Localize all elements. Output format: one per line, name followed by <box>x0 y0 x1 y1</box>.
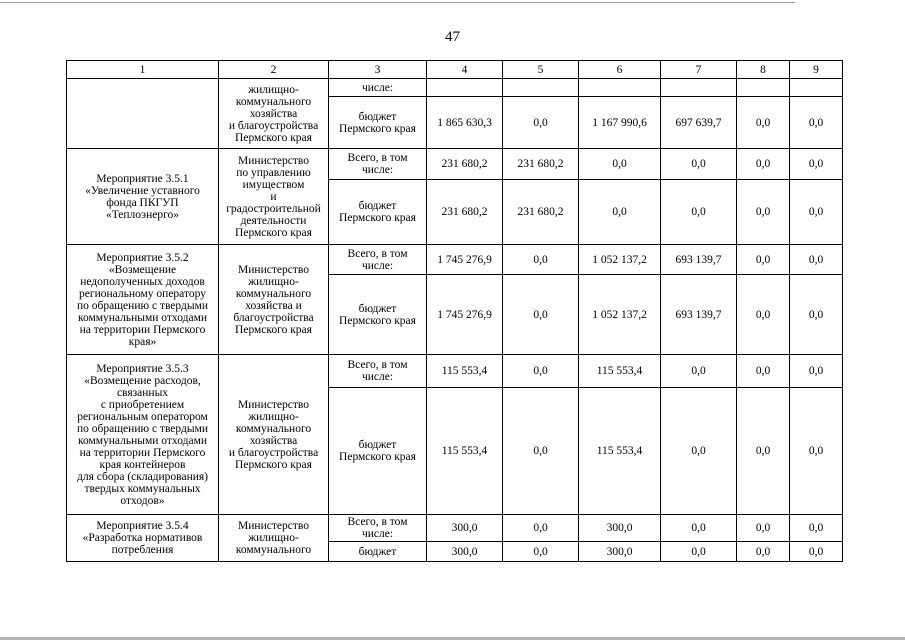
value-cell: 0,0 <box>737 515 790 542</box>
value-cell: 300,0 <box>579 515 661 542</box>
table-row <box>67 515 843 542</box>
column-header-1: 1 <box>67 61 219 79</box>
value-cell: 115 553,4 <box>427 388 503 515</box>
value-cell <box>503 79 579 97</box>
table-row <box>67 149 843 180</box>
top-border-line <box>0 2 795 3</box>
value-cell: 0,0 <box>737 275 790 355</box>
value-cell: 0,0 <box>737 180 790 245</box>
value-cell: 0,0 <box>503 515 579 542</box>
funding-source-cell: Всего, в том числе: <box>329 245 427 275</box>
value-cell: 0,0 <box>790 180 843 245</box>
funding-source-cell: бюджет Пермского края <box>329 97 427 149</box>
value-cell: 0,0 <box>579 180 661 245</box>
value-cell: 0,0 <box>790 275 843 355</box>
value-cell: 0,0 <box>661 180 737 245</box>
value-cell: 300,0 <box>427 542 503 562</box>
value-cell: 1 052 137,2 <box>579 245 661 275</box>
measure-cell: Мероприятие 3.5.1 «Увеличение уставного фонда ПКГУП «Теплоэнерго» <box>67 149 219 245</box>
value-cell: 1 865 630,3 <box>427 97 503 149</box>
value-cell <box>790 79 843 97</box>
ministry-cell: Министерство жилищно- коммунального <box>219 515 329 562</box>
value-cell: 1 167 990,6 <box>579 97 661 149</box>
value-cell: 697 639,7 <box>661 97 737 149</box>
funding-source-cell: бюджет <box>329 542 427 562</box>
value-cell <box>737 79 790 97</box>
table-row <box>67 79 843 97</box>
value-cell: 0,0 <box>790 388 843 515</box>
value-cell: 0,0 <box>503 275 579 355</box>
column-header-6: 6 <box>579 61 661 79</box>
ministry-cell: Министерство жилищно- коммунального хозяйства и благоустройства Пермского края <box>219 245 329 355</box>
value-cell: 115 553,4 <box>427 355 503 388</box>
value-cell: 0,0 <box>790 515 843 542</box>
value-cell: 0,0 <box>661 388 737 515</box>
value-cell: 231 680,2 <box>427 180 503 245</box>
value-cell: 300,0 <box>579 542 661 562</box>
value-cell <box>579 79 661 97</box>
value-cell: 1 745 276,9 <box>427 245 503 275</box>
value-cell: 0,0 <box>737 355 790 388</box>
value-cell <box>661 79 737 97</box>
value-cell: 0,0 <box>503 355 579 388</box>
value-cell: 0,0 <box>661 149 737 180</box>
measure-cell: Мероприятие 3.5.2 «Возмещение недополученных доходов региональному оператору по обращению с твердыми коммунальными отходами на территории Пермского края» <box>67 245 219 355</box>
column-header-7: 7 <box>661 61 737 79</box>
value-cell: 1 052 137,2 <box>579 275 661 355</box>
column-header-8: 8 <box>737 61 790 79</box>
budget-table <box>66 60 843 562</box>
value-cell: 0,0 <box>737 245 790 275</box>
header-row <box>67 61 843 79</box>
funding-source-cell: бюджет Пермского края <box>329 275 427 355</box>
value-cell: 0,0 <box>503 388 579 515</box>
value-cell: 1 745 276,9 <box>427 275 503 355</box>
table-row <box>67 355 843 388</box>
value-cell: 0,0 <box>737 149 790 180</box>
funding-source-cell: бюджет Пермского края <box>329 388 427 515</box>
funding-source-cell: числе: <box>329 79 427 97</box>
value-cell: 0,0 <box>503 542 579 562</box>
column-header-2: 2 <box>219 61 329 79</box>
funding-source-cell: Всего, в том числе: <box>329 149 427 180</box>
value-cell: 0,0 <box>790 542 843 562</box>
measure-cell: Мероприятие 3.5.4 «Разработка нормативов потребления <box>67 515 219 562</box>
value-cell: 115 553,4 <box>579 388 661 515</box>
value-cell: 0,0 <box>790 245 843 275</box>
value-cell: 0,0 <box>790 149 843 180</box>
value-cell: 0,0 <box>737 97 790 149</box>
funding-source-cell: бюджет Пермского края <box>329 180 427 245</box>
table-row <box>67 245 843 275</box>
value-cell: 0,0 <box>661 515 737 542</box>
ministry-cell: Министерство по управлению имуществом и градостроительной деятельности Пермского края <box>219 149 329 245</box>
value-cell: 0,0 <box>737 542 790 562</box>
value-cell: 0,0 <box>661 542 737 562</box>
value-cell: 693 139,7 <box>661 275 737 355</box>
measure-cell: Мероприятие 3.5.3 «Возмещение расходов, связанных с приобретением региональным оператором по обращению с твердыми коммунальными отходами на территории Пермского края контейнеров для сбора (складирования) твердых коммунальных отходов» <box>67 355 219 515</box>
value-cell: 231 680,2 <box>427 149 503 180</box>
value-cell: 0,0 <box>503 245 579 275</box>
value-cell <box>427 79 503 97</box>
value-cell: 0,0 <box>661 355 737 388</box>
ministry-cell: жилищно- коммунального хозяйства и благоустройства Пермского края <box>219 79 329 149</box>
funding-source-cell: Всего, в том числе: <box>329 355 427 388</box>
column-header-3: 3 <box>329 61 427 79</box>
measure-cell <box>67 79 219 149</box>
funding-source-cell: Всего, в том числе: <box>329 515 427 542</box>
value-cell: 0,0 <box>503 97 579 149</box>
value-cell: 0,0 <box>790 97 843 149</box>
page-number: 47 <box>445 29 460 45</box>
value-cell: 0,0 <box>737 388 790 515</box>
value-cell: 0,0 <box>579 149 661 180</box>
value-cell: 231 680,2 <box>503 180 579 245</box>
value-cell: 693 139,7 <box>661 245 737 275</box>
column-header-4: 4 <box>427 61 503 79</box>
column-header-5: 5 <box>503 61 579 79</box>
value-cell: 0,0 <box>790 355 843 388</box>
column-header-9: 9 <box>790 61 843 79</box>
value-cell: 231 680,2 <box>503 149 579 180</box>
value-cell: 300,0 <box>427 515 503 542</box>
value-cell: 115 553,4 <box>579 355 661 388</box>
ministry-cell: Министерство жилищно- коммунального хозяйства и благоустройства Пермского края <box>219 355 329 515</box>
